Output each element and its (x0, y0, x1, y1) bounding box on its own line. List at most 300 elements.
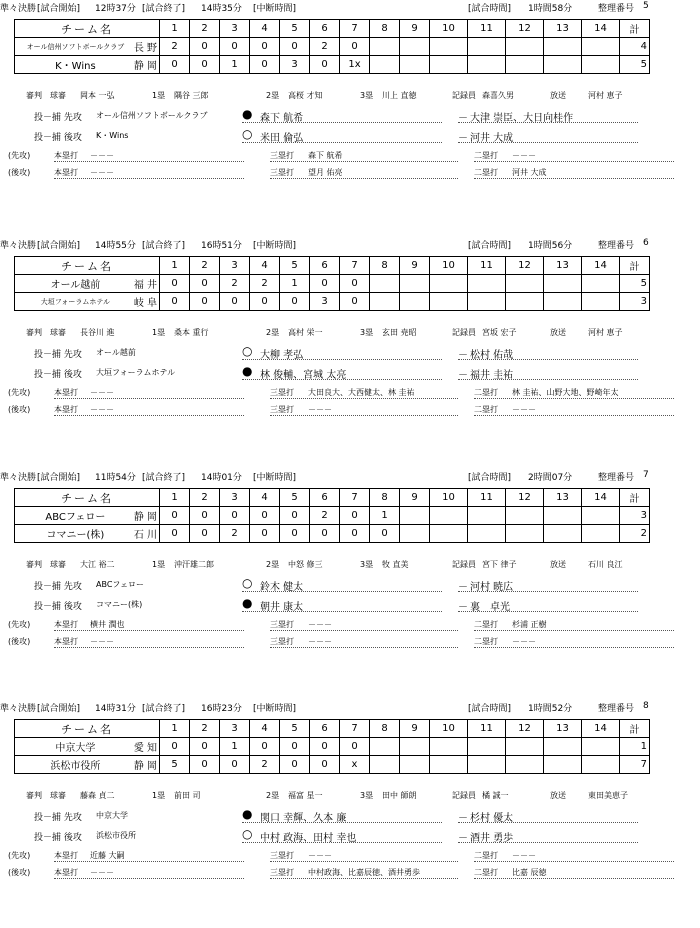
catcher-underline (458, 142, 638, 143)
hits-underline (54, 647, 244, 648)
hits-underline (474, 647, 674, 648)
team-name: 中京大学 (55, 743, 96, 754)
pitchers: 米田 倫弘 (260, 133, 304, 144)
inning-score (468, 56, 506, 74)
inning-score (370, 56, 400, 74)
batting-order: 先攻 (63, 813, 82, 823)
team-name: 大垣フォーラムホテル (40, 297, 111, 306)
recorder-label: 記録員 (452, 91, 476, 100)
recorder-name: 宮下 律子 (482, 560, 517, 569)
inning-score (582, 38, 620, 56)
inning-score: 0 (220, 756, 250, 774)
battery-line (34, 128, 654, 144)
inning-score: 0 (280, 525, 310, 543)
catcher-underline (458, 122, 638, 123)
inning-header: 4 (250, 720, 280, 738)
pitchers: 中村 政海、田村 幸也 (260, 833, 357, 844)
inning-header: 5 (280, 257, 310, 275)
inning-score (400, 293, 430, 311)
inning-score (582, 293, 620, 311)
start-label: [試合開始] (37, 473, 81, 483)
second-base-umpire: 福富 星一 (288, 791, 323, 800)
hits-underline (54, 161, 244, 162)
hits-underline (270, 630, 458, 631)
battery-separator: － (458, 813, 468, 824)
inning-header: 7 (340, 489, 370, 507)
announcer-label: 放送 (550, 560, 566, 569)
total-header: 計 (620, 20, 650, 38)
announcer-name: 石川 良江 (588, 560, 623, 569)
round-label: 準々決勝 (0, 473, 37, 483)
home-run-label: 本塁打 (54, 637, 78, 646)
inning-header: 10 (430, 20, 468, 38)
inning-header: 5 (280, 489, 310, 507)
team-prefecture: 静 岡 (133, 761, 157, 772)
hits-underline (474, 161, 674, 162)
inning-score (544, 507, 582, 525)
suspension-label: [中断時間] (253, 4, 297, 14)
inning-score: 0 (280, 507, 310, 525)
hits-underline (474, 415, 674, 416)
battery-line (34, 345, 654, 361)
double-label: 二塁打 (474, 868, 498, 877)
announcer-label: 放送 (550, 91, 566, 100)
start-time: 14時31分 (95, 704, 136, 714)
batting-side-label: (後攻) (8, 868, 31, 877)
announcer-label: 放送 (550, 791, 566, 800)
battery-label (34, 130, 82, 143)
battery-team-name: オール越前 (96, 348, 136, 357)
inning-header: 5 (280, 20, 310, 38)
battery-line (34, 365, 654, 381)
recorder-label: 記録員 (452, 791, 476, 800)
battery-label (34, 367, 82, 380)
inning-header: 13 (544, 720, 582, 738)
first-base-umpire: 前田 司 (174, 791, 201, 800)
inning-header: 7 (340, 720, 370, 738)
extra-base-hits-line (8, 634, 688, 648)
start-time: 12時37分 (95, 4, 136, 14)
total-score: 5 (620, 56, 650, 74)
triple-label: 三塁打 (270, 388, 294, 397)
inning-score (400, 38, 430, 56)
inning-score (544, 38, 582, 56)
duration-value: 1時間56分 (528, 241, 573, 251)
umpires-line (26, 90, 700, 102)
team-prefecture: 岐 阜 (133, 298, 157, 309)
scoreboard-header-row (15, 257, 650, 275)
plate-umpire-name: 大江 裕二 (80, 560, 115, 569)
team-row (15, 738, 650, 756)
pitcher-underline (242, 591, 442, 592)
inning-score: 2 (250, 275, 280, 293)
triple-players: 中村政海、比嘉辰徳、酒井勇歩 (308, 868, 420, 877)
home-run-players: －－－ (90, 405, 114, 414)
hits-underline (54, 878, 244, 879)
umpires-line (26, 559, 700, 571)
batting-order: 先攻 (63, 582, 82, 592)
inning-score (468, 525, 506, 543)
double-players: 杉浦 正樹 (512, 620, 547, 629)
end-label: [試合終了] (142, 241, 186, 251)
triple-label: 三塁打 (270, 851, 294, 860)
catcher-underline (458, 591, 638, 592)
total-score: 7 (620, 756, 650, 774)
inning-header: 13 (544, 257, 582, 275)
team-row (15, 56, 650, 74)
double-label: 二塁打 (474, 851, 498, 860)
inning-header: 2 (190, 257, 220, 275)
hits-underline (54, 630, 244, 631)
team-prefecture: 石 川 (133, 530, 157, 541)
double-label: 二塁打 (474, 405, 498, 414)
home-run-players: －－－ (90, 151, 114, 160)
inning-header: 9 (400, 720, 430, 738)
inning-score: 0 (250, 293, 280, 311)
extra-base-hits-line (8, 848, 688, 862)
inning-header: 2 (190, 489, 220, 507)
team-row (15, 525, 650, 543)
inning-header: 14 (582, 257, 620, 275)
team-cell (15, 275, 160, 293)
inning-header: 12 (506, 489, 544, 507)
inning-score (400, 738, 430, 756)
team-row (15, 507, 650, 525)
double-label: 二塁打 (474, 620, 498, 629)
batting-side-label: (後攻) (8, 405, 31, 414)
umpire-label: 審判 (26, 791, 42, 800)
batting-side-label: (先攻) (8, 388, 31, 397)
inning-header: 1 (160, 489, 190, 507)
win-mark-icon: ○ (242, 576, 253, 590)
hits-underline (474, 861, 674, 862)
inning-score: 0 (250, 525, 280, 543)
third-base-label: 3塁 (360, 560, 374, 569)
inning-score: 0 (280, 738, 310, 756)
inning-header: 6 (310, 489, 340, 507)
inning-header: 2 (190, 720, 220, 738)
first-base-label: 1塁 (152, 91, 166, 100)
recorder-name: 橘 誠一 (482, 791, 509, 800)
announcer-name: 河村 恵子 (588, 91, 623, 100)
triple-label: 三塁打 (270, 151, 294, 160)
catchers: 杉村 優太 (470, 813, 514, 824)
batting-side-label: (先攻) (8, 851, 31, 860)
hits-underline (270, 415, 458, 416)
recorder-name: 宮坂 宏子 (482, 328, 517, 337)
inning-score (430, 756, 468, 774)
inning-header: 12 (506, 257, 544, 275)
home-run-players: 近藤 大嗣 (90, 851, 125, 860)
triple-label: 三塁打 (270, 868, 294, 877)
total-score: 5 (620, 275, 650, 293)
suspension-label: [中断時間] (253, 473, 297, 483)
team-prefecture: 静 岡 (133, 61, 157, 72)
scoreboard-header-row (15, 20, 650, 38)
inning-score: 0 (190, 275, 220, 293)
inning-score (506, 293, 544, 311)
batting-side-label: (後攻) (8, 637, 31, 646)
battery-separator: － (458, 370, 468, 381)
triple-players: 望月 佑亮 (308, 168, 343, 177)
total-header: 計 (620, 489, 650, 507)
team-cell (15, 525, 160, 543)
inning-score (506, 38, 544, 56)
second-base-label: 2塁 (266, 791, 280, 800)
team-name-header: チーム名 (15, 720, 160, 738)
third-base-label: 3塁 (360, 791, 374, 800)
scoreboard-table (14, 19, 650, 74)
pitchers: 朝井 康太 (260, 602, 304, 613)
hits-underline (474, 398, 674, 399)
hits-underline (474, 630, 674, 631)
pitchers: 林 俊輔、宮城 太亮 (260, 370, 347, 381)
first-base-umpire: 沖汗雄二郎 (174, 560, 214, 569)
extra-base-hits-line (8, 148, 688, 162)
inning-score (430, 56, 468, 74)
total-score: 1 (620, 738, 650, 756)
inning-score: 1 (220, 738, 250, 756)
inning-header: 11 (468, 257, 506, 275)
duration-value: 1時間52分 (528, 704, 573, 714)
inning-score: 0 (190, 756, 220, 774)
pitchers: 森下 航希 (260, 113, 304, 124)
inning-score: 0 (310, 525, 340, 543)
inning-score (544, 738, 582, 756)
extra-base-hits-line (8, 865, 688, 879)
triple-players: －－－ (308, 620, 332, 629)
inning-score (506, 275, 544, 293)
end-time: 16時23分 (201, 704, 242, 714)
inning-score: 0 (160, 56, 190, 74)
home-run-players: －－－ (90, 868, 114, 877)
plate-umpire-label: 球審 (50, 328, 66, 337)
team-row (15, 293, 650, 311)
inning-score (506, 738, 544, 756)
inning-header: 11 (468, 489, 506, 507)
inning-score: 0 (250, 38, 280, 56)
pitcher-underline (242, 379, 442, 380)
game-header (0, 700, 700, 714)
scoreboard-header-row (15, 489, 650, 507)
extra-base-hits-line (8, 165, 688, 179)
inning-score: x (340, 756, 370, 774)
duration-value: 2時間07分 (528, 473, 573, 483)
inning-header: 8 (370, 489, 400, 507)
plate-umpire-name: 岡本 一弘 (80, 91, 115, 100)
inning-header: 10 (430, 720, 468, 738)
pitchers: 関口 幸輝、久本 廉 (260, 813, 347, 824)
game-number: 7 (643, 470, 649, 480)
double-players: －－－ (512, 637, 536, 646)
inning-score: 0 (190, 525, 220, 543)
triple-label: 三塁打 (270, 168, 294, 177)
inning-header: 13 (544, 20, 582, 38)
inning-score: 5 (160, 756, 190, 774)
inning-score (468, 38, 506, 56)
inning-score: 2 (310, 38, 340, 56)
duration-label: [試合時間] (468, 473, 512, 483)
inning-score (544, 756, 582, 774)
game-number-label: 整理番号 (598, 704, 635, 714)
round-label: 準々決勝 (0, 241, 37, 251)
inning-header: 3 (220, 257, 250, 275)
extra-base-hits-line (8, 617, 688, 631)
second-base-umpire: 中怒 修三 (288, 560, 323, 569)
battery-text: 投－捕 (34, 350, 62, 360)
inning-score (430, 38, 468, 56)
game-number: 6 (643, 238, 649, 248)
game-number: 8 (643, 701, 649, 711)
home-run-label: 本塁打 (54, 168, 78, 177)
home-run-label: 本塁打 (54, 851, 78, 860)
inning-score: 1 (370, 507, 400, 525)
game-number: 5 (643, 1, 649, 11)
game-block (0, 469, 700, 659)
battery-team-name: K・Wins (96, 131, 129, 140)
total-header: 計 (620, 720, 650, 738)
third-base-umpire: 玄田 尭昭 (382, 328, 417, 337)
plate-umpire-label: 球審 (50, 91, 66, 100)
battery-team-name: ABCフェロー (96, 580, 145, 589)
hits-underline (270, 178, 458, 179)
inning-score: 0 (190, 293, 220, 311)
announcer-label: 放送 (550, 328, 566, 337)
double-label: 二塁打 (474, 388, 498, 397)
team-prefecture: 長 野 (133, 43, 157, 54)
home-run-label: 本塁打 (54, 405, 78, 414)
battery-separator: － (458, 602, 468, 613)
inning-score: 0 (250, 738, 280, 756)
suspension-label: [中断時間] (253, 704, 297, 714)
inning-header: 4 (250, 20, 280, 38)
hits-underline (270, 861, 458, 862)
batting-side-label: (先攻) (8, 620, 31, 629)
loss-mark-icon: ● (242, 807, 253, 821)
double-label: 二塁打 (474, 637, 498, 646)
team-name: 浜松市役所 (50, 761, 101, 772)
battery-line (34, 597, 654, 613)
first-base-label: 1塁 (152, 560, 166, 569)
pitcher-underline (242, 359, 442, 360)
batting-order: 先攻 (63, 350, 82, 360)
hits-underline (54, 398, 244, 399)
third-base-label: 3塁 (360, 91, 374, 100)
total-score: 3 (620, 507, 650, 525)
third-base-umpire: 牧 直美 (382, 560, 409, 569)
battery-line (34, 828, 654, 844)
team-cell (15, 38, 160, 56)
inning-score (468, 507, 506, 525)
inning-score (468, 275, 506, 293)
battery-label (34, 110, 82, 123)
inning-score: 0 (220, 293, 250, 311)
scoreboard-table (14, 488, 650, 543)
first-base-umpire: 桑本 重行 (174, 328, 209, 337)
battery-team-name: オール信州ソフトボールクラブ (96, 111, 208, 120)
inning-header: 13 (544, 489, 582, 507)
inning-score (400, 56, 430, 74)
inning-score: 0 (370, 525, 400, 543)
inning-score: 0 (280, 756, 310, 774)
announcer-name: 河村 恵子 (588, 328, 623, 337)
catchers: 大津 崇臣、大日向桂作 (470, 113, 574, 124)
inning-score (400, 525, 430, 543)
game-number-label: 整理番号 (598, 241, 635, 251)
batting-order: 後攻 (63, 133, 82, 143)
inning-header: 7 (340, 20, 370, 38)
inning-header: 8 (370, 20, 400, 38)
catcher-underline (458, 822, 638, 823)
game-block (0, 237, 700, 427)
inning-score: 0 (160, 507, 190, 525)
pitcher-underline (242, 611, 442, 612)
scoreboard-table (14, 256, 650, 311)
inning-score: 0 (340, 275, 370, 293)
plate-umpire-name: 長谷川 進 (80, 328, 115, 337)
inning-score: 3 (310, 293, 340, 311)
total-score: 4 (620, 38, 650, 56)
home-run-players: 横井 潤也 (90, 620, 125, 629)
inning-header: 8 (370, 720, 400, 738)
inning-header: 6 (310, 20, 340, 38)
double-players: －－－ (512, 151, 536, 160)
inning-score: 2 (160, 38, 190, 56)
game-block (0, 700, 700, 890)
inning-score (582, 756, 620, 774)
catcher-underline (458, 379, 638, 380)
extra-base-hits-line (8, 385, 688, 399)
battery-team-name: 中京大学 (96, 811, 128, 820)
start-time: 11時54分 (95, 473, 136, 483)
inning-header: 14 (582, 489, 620, 507)
start-label: [試合開始] (37, 4, 81, 14)
inning-score (506, 507, 544, 525)
game-header (0, 469, 700, 483)
inning-header: 12 (506, 720, 544, 738)
first-base-label: 1塁 (152, 328, 166, 337)
batting-order: 後攻 (63, 602, 82, 612)
battery-text: 投－捕 (34, 813, 62, 823)
pitchers: 大柳 孝弘 (260, 350, 304, 361)
inning-score (430, 275, 468, 293)
team-name-header: チーム名 (15, 489, 160, 507)
home-run-players: －－－ (90, 637, 114, 646)
inning-score (544, 56, 582, 74)
team-prefecture: 愛 知 (133, 743, 157, 754)
pitcher-underline (242, 822, 442, 823)
game-header (0, 237, 700, 251)
batting-order: 後攻 (63, 370, 82, 380)
inning-score: 0 (340, 507, 370, 525)
hits-underline (54, 861, 244, 862)
triple-players: 大田良大、大西健太、林 圭祐 (308, 388, 415, 397)
triple-players: －－－ (308, 405, 332, 414)
inning-score: 0 (340, 525, 370, 543)
hits-underline (270, 878, 458, 879)
total-header: 計 (620, 257, 650, 275)
umpire-label: 審判 (26, 328, 42, 337)
second-base-label: 2塁 (266, 560, 280, 569)
inning-score: 0 (340, 738, 370, 756)
double-players: 河井 大成 (512, 168, 547, 177)
battery-separator: － (458, 350, 468, 361)
win-mark-icon: ○ (242, 827, 253, 841)
inning-score: 2 (250, 756, 280, 774)
inning-score: 2 (220, 525, 250, 543)
inning-score: 0 (160, 275, 190, 293)
pitcher-underline (242, 142, 442, 143)
